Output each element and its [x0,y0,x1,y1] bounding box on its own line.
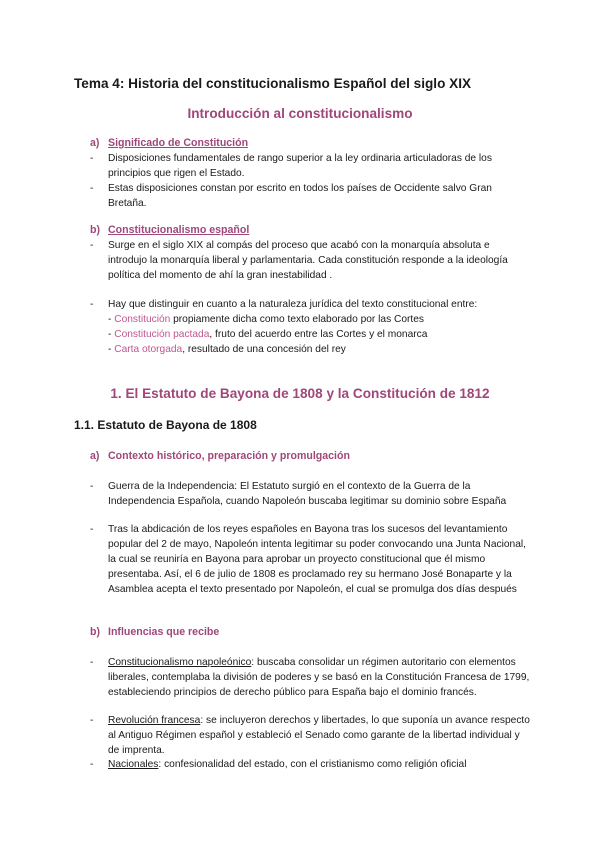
bullet-dash: - [90,759,94,770]
subitem-prefix: - [108,314,115,325]
bullet-dash: - [90,183,94,194]
bullet-dash: - [90,299,94,310]
section-a-heading [90,137,248,149]
section-b-label: b) [90,224,100,236]
context-label: a) [90,450,100,462]
list-item-text [108,655,530,700]
influence-term: Nacionales [108,759,159,770]
influence-description: : confesionalidad del estado, con el cristianismo como religión oficial [158,759,467,770]
list-item [90,713,530,758]
subitem-prefix: - [108,344,115,355]
bullet-dash: - [90,481,94,492]
list-item [90,297,530,312]
subitem-constitucion [108,312,424,327]
subitem-term: Carta otorgada [114,344,183,355]
subitem-rest: , fruto del acuerdo entre las Cortes y el monarca [209,329,428,340]
list-item-text: Disposiciones fundamentales de rango superior a la ley ordinaria articuladoras de los principios que rigen el Estado. [108,153,492,179]
list-item-text: Estas disposiciones constan por escrito en todos los países de Occidente salvo Gran Bretaña. [108,183,492,209]
bullet-dash: - [90,715,94,726]
bullet-dash: - [90,153,94,164]
list-item-text: Surge en el siglo XIX al compás del proceso que acabó con la monarquía absoluta e introdujo la monarquía liberal y parlamentaria. Cada constitución responde a la ideología política del momento de ahí la gran inestabilidad . [108,240,508,281]
list-item [90,479,530,509]
section-b-title: Constitucionalismo español [108,224,250,236]
section-1-heading: 1. El Estatuto de Bayona de 1808 y la Constitución de 1812 [110,386,490,401]
list-item [90,757,530,772]
list-item [90,181,530,211]
list-item-text: Guerra de la Independencia: El Estatuto surgió en el contexto de la Guerra de la Independencia Española, cuando Napoleón buscaba legitimar su dominio sobre España [108,481,507,507]
section-b-heading [90,224,249,236]
influences-heading [90,626,219,638]
subitem-carta-otorgada [108,342,346,357]
influences-title: Influencias que recibe [108,626,220,638]
influence-term: Constitucionalismo napoleónico [108,657,252,668]
section-a-title: Significado de Constitución [108,137,249,149]
list-item-text: Tras la abdicación de los reyes españoles en Bayona tras los sucesos del levantamiento popular del 2 de mayo, Napoleón intenta legitimar su poder convocando una Junta Nacional, la cual se reuniría en Bayona para aprobar un proyecto constitucional que él mismo presentaba. Así, el 6 de julio de 1808 es proclamado rey su hermano José Bonaparte y la Asamblea acepta el texto presentado por Napoleón, el cual se promulga dos días después [108,524,526,595]
list-item-text: Hay que distinguir en cuanto a la naturaleza jurídica del texto constitucional entre: [108,299,478,310]
list-item [90,151,530,181]
subitem-prefix: - [108,329,115,340]
section-a-label: a) [90,137,100,149]
influence-description: : buscaba consolidar un régimen autoritario con elementos liberales, contemplaba la división de poderes y se basó en la Constitución Francesa de 1799, estableciendo principios de derecho público para España bajo el dominio francés. [108,657,530,698]
bullet-dash: - [90,657,94,668]
subitem-rest: propiamente dicha como texto elaborado por las Cortes [170,314,424,325]
subitem-rest: , resultado de una concesión del rey [182,344,346,355]
subitem-term: Constitución pactada [114,329,210,340]
context-title: Contexto histórico, preparación y promulgación [108,450,350,462]
subitem-constitucion-pactada [108,327,427,342]
list-item [90,522,530,597]
context-heading [90,450,350,462]
list-item [90,655,530,700]
influences-label: b) [90,626,100,638]
bullet-dash: - [90,524,94,535]
list-item-text [108,757,530,772]
subitem-term: Constitución [114,314,171,325]
bullet-dash: - [90,240,94,251]
influence-term: Revolución francesa [108,715,201,726]
influence-description: : se incluyeron derechos y libertades, lo que suponía un avance respecto al Antiguo Régimen español y estableció el Senado como garante de la libertad individual y de imprenta. [108,715,530,756]
list-item-text [108,713,530,758]
page-title: Tema 4: Historia del constitucionalismo Español del siglo XIX [74,76,472,91]
intro-heading: Introducción al constitucionalismo [187,106,413,121]
list-item [90,238,530,283]
subsection-1-1-heading: 1.1. Estatuto de Bayona de 1808 [74,418,257,432]
